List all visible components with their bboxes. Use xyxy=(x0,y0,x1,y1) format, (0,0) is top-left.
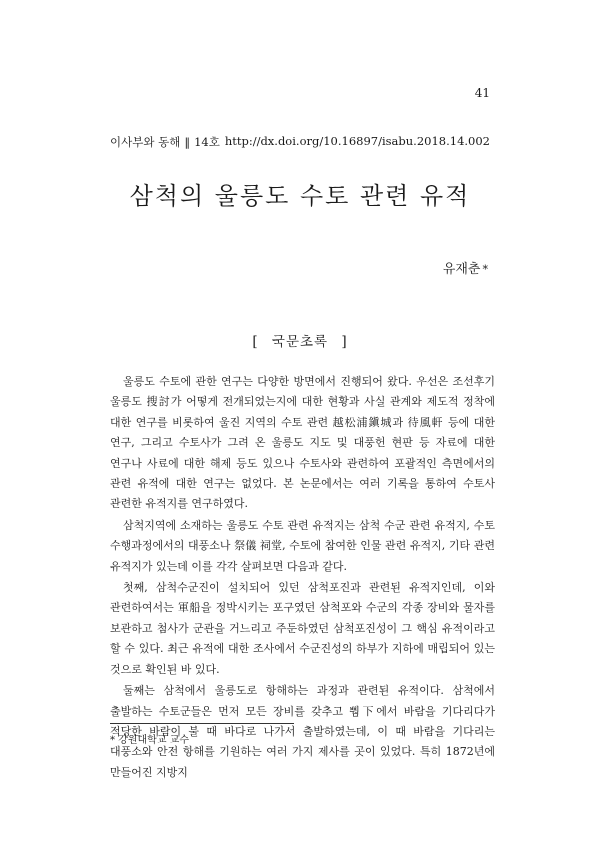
footnote-text: 강원대학교 교수 xyxy=(118,735,189,746)
footnote-divider xyxy=(110,723,294,724)
journal-separator: ‖ xyxy=(184,135,191,149)
journal-name: 이사부와 동해 xyxy=(110,135,181,149)
bracket-open: [ xyxy=(252,334,259,350)
abstract-paragraph: 첫째, 삼척수군진이 설치되어 있던 삼척포진과 관련된 유적지인데, 이와 관련하여서는 軍船을 정박시키는 포구였던 삼척포와 수군의 각종 장비와 물자를 보관하고 첨사가 군관을 거느리고 주둔하였던 삼척포진성이 그 핵심 유적이라고 할 수 있다. 최근 유적에 대한 조사에서 수군진성의 하부가 지하에 매립되어 있는 것으로 확인된 바 있다. xyxy=(110,581,495,676)
bracket-close: ] xyxy=(341,334,348,350)
author xyxy=(443,258,488,277)
doi-link[interactable]: http://dx.doi.org/10.16897/isabu.2018.14.002 xyxy=(224,134,490,148)
abstract-paragraph: 울릉도 수토에 관한 연구는 다양한 방면에서 진행되어 왔다. 우선은 조선후기 울릉도 搜討가 어떻게 전개되었는지에 대한 현황과 사실 관계와 제도적 정착에 대한 연구를 비롯하여 울진 지역의 수토 관련 越松浦鎭城과 待風軒 등에 대한 연구, 그리고 수토사가 그려 온 울릉도 지도 및 대풍헌 현판 등 자료에 대한 연구나 사료에 대한 해제 등도 있으나 수토사와 관련하여 포괄적인 측면에서의 관련 유적에 대한 연구는 없었다. 본 논문에서는 여러 기록을 통하여 수토사 관련한 유적지를 연구하였다. xyxy=(110,375,495,511)
page-number: 41 xyxy=(474,86,490,100)
abstract-paragraph: 삼척지역에 소재하는 울릉도 수토 관련 유적지는 삼척 수군 관련 유적지, 수토 수행과정에서의 대풍소나 祭儀 祠堂, 수토에 참여한 인물 관련 유적지, 기타 관련 유적지가 있는데 이를 각각 살펴보면 다음과 같다. xyxy=(110,518,495,573)
journal-info xyxy=(110,134,220,150)
abstract-heading-text: 국문초록 xyxy=(271,334,329,350)
running-head xyxy=(110,134,490,150)
author-name: 유재춘 xyxy=(442,262,481,277)
footnote-mark: * xyxy=(110,735,115,746)
footnote xyxy=(110,731,189,746)
journal-issue: 14호 xyxy=(194,135,220,149)
author-footnote-mark[interactable]: * xyxy=(482,263,488,276)
abstract-paragraph: 둘째는 삼척에서 울릉도로 항해하는 과정과 관련된 유적이다. 삼척에서 출발하는 수토군들은 먼저 모든 장비를 갖추고 뿸下에서 바람을 기다리다가 적당한 바람이 불 때 바다로 나가서 출발하였는데, 이 때 바람을 기다리는 대풍소와 안전 항해를 기원하는 여러 가지 제사를 곳이 있었다. 특히 1872년에 만들어진 지방지 xyxy=(110,684,495,779)
abstract-heading xyxy=(0,330,600,350)
paper-title: 삼척의 울릉도 수토 관련 유적 xyxy=(129,182,471,210)
